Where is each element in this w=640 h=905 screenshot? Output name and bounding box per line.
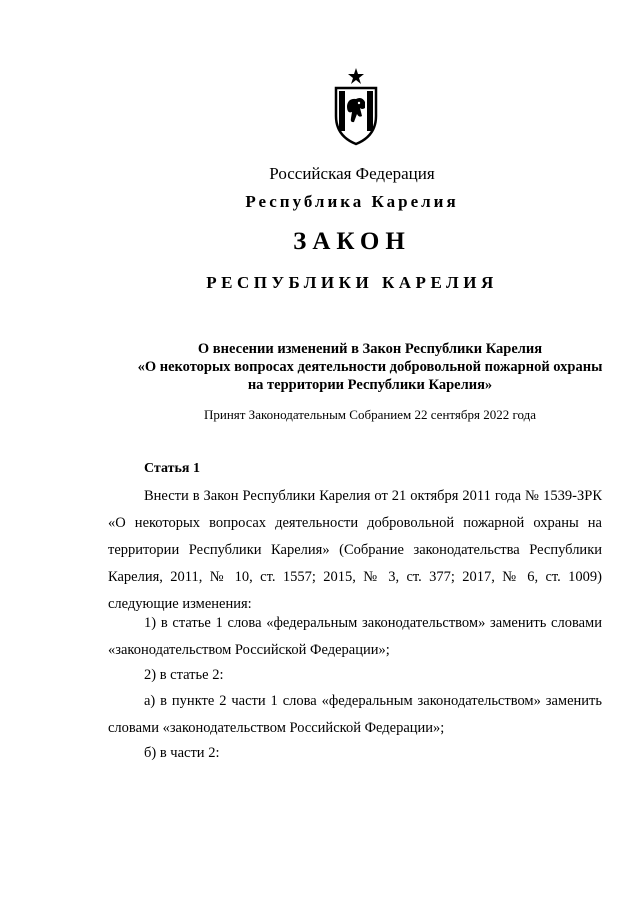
law-title-line2: «О некоторых вопросах деятельности добровольной пожарной охраны bbox=[137, 359, 603, 375]
law-title-line1: О внесении изменений в Закон Республики Карелия bbox=[197, 341, 543, 357]
adoption-note: Принят Законодательным Собранием 22 сентября 2022 года bbox=[203, 407, 537, 422]
article-paragraph: Внести в Закон Республики Карелия от 21 октября 2011 года № 1539-ЗРК «О некоторых вопросах деятельности добровольной пожарной охраны на территории Республики Карелия» (Собрание законодательства Республики Карелия, 2011, № 10, ст. 1557; 2015, № 3, ст. 377; 2017, № 6, ст. 1009) следующие изменения: bbox=[108, 488, 602, 612]
article-paragraph: б) в части 2: bbox=[144, 745, 220, 761]
document-type: ЗАКОН bbox=[293, 228, 411, 255]
article-heading: Статья 1 bbox=[144, 461, 200, 476]
country-name: Российская Федерация bbox=[269, 164, 435, 183]
article-paragraph: а) в пункте 2 части 1 слова «федеральным законодательством» заменить словами «законодательством Российской Федерации»; bbox=[108, 693, 602, 736]
coat-of-arms-icon bbox=[332, 66, 380, 146]
document-type-of: РЕСПУБЛИКИ КАРЕЛИЯ bbox=[206, 273, 498, 292]
article-paragraph: 2) в статье 2: bbox=[144, 667, 224, 683]
law-title bbox=[100, 340, 640, 394]
article-paragraph: 1) в статье 1 слова «федеральным законодательством» заменить словами «законодательством Российской Федерации»; bbox=[108, 615, 602, 658]
republic-name: Республика Карелия bbox=[245, 192, 459, 211]
law-title-line3: на территории Республики Карелия» bbox=[247, 377, 493, 393]
